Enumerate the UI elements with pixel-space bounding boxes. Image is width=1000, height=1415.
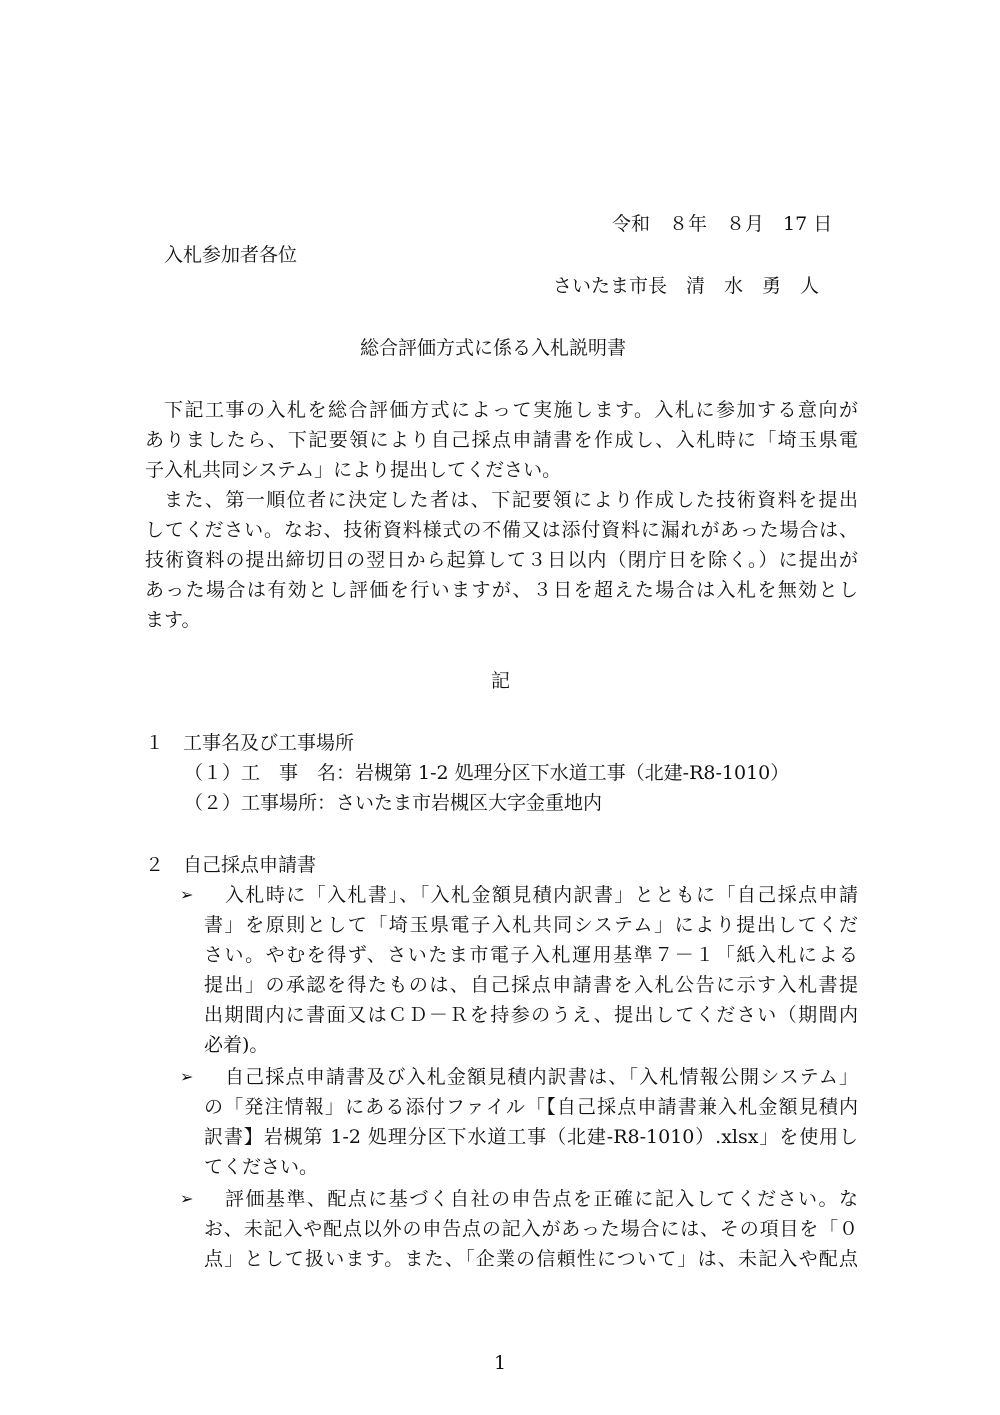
sender: さいたま市長 清 水 勇 人	[553, 275, 820, 297]
intro-p1-line-1: 下記工事の入札を総合評価方式によって実施します。入札に参加する意向が	[164, 399, 858, 421]
intro-p2-line-4: あった場合は有効とし評価を行いますが、３日を超えた場合は入札を無効とし	[145, 579, 858, 601]
bullet-2-line-2: の「発注情報」にある添付ファイル「【自己採点申請書兼入札金額見積内	[204, 1096, 858, 1118]
section-1-item-2: （２）工事場所：さいたま市岩槻区大字金重地内	[184, 792, 603, 814]
addressee: 入札参加者各位	[164, 244, 298, 266]
bullet-2-line-1: 自己採点申請書及び入札金額見積内訳書は、「入札情報公開システム」	[225, 1066, 858, 1088]
intro-p1-line-2: ありましたら、下記要領により自己採点申請書を作成し、入札時に「埼玉県電	[145, 429, 858, 451]
bullet-3-line-3: 点」として扱います。また、「企業の信頼性について」は、未記入や配点	[204, 1248, 858, 1270]
date: 令和 ８年 ８月 17 日	[612, 213, 833, 235]
bullet-2-line-4: てください。	[204, 1156, 319, 1178]
bullet-1-line-3: さい。やむを得ず、さいたま市電子入札運用基準７－１「紙入札による	[204, 944, 858, 966]
document-title: 総合評価方式に係る入札説明書	[360, 337, 627, 359]
bullet-1-line-4: 提出」の承認を得たものは、自己採点申請書を入札公告に示す入札書提	[204, 974, 858, 996]
bullet-3-line-2: お、未記入や配点以外の申告点の記入があった場合には、その項目を「０	[204, 1218, 858, 1240]
page-number: 1	[494, 1352, 507, 1374]
section-2-heading: ２ 自己採点申請書	[145, 854, 317, 876]
bullet-2-line-3: 訳書】岩槻第 1-2 処理分区下水道工事（北建-R8-1010）.xlsx」を使用し	[204, 1126, 858, 1148]
bullet-1-line-5: 出期間内に書面又はＣＤ－Ｒを持参のうえ、提出してください（期間内	[204, 1004, 858, 1026]
intro-p2-line-5: ます。	[145, 609, 201, 631]
intro-p2-line-2: してください。なお、技術資料様式の不備又は添付資料に漏れがあった場合は、	[145, 519, 858, 541]
section-1-heading: １ 工事名及び工事場所	[145, 732, 355, 754]
bullet-arrow-icon: ➢	[180, 1067, 194, 1086]
intro-p2-line-1: また、第一順位者に決定した者は、下記要領により作成した技術資料を提出	[164, 489, 858, 511]
bullet-3-line-1: 評価基準、配点に基づく自社の申告点を正確に記入してください。な	[225, 1188, 858, 1210]
bullet-1-line-2: 書」を原則として「埼玉県電子入札共同システム」により提出してくだ	[204, 914, 858, 936]
bullet-arrow-icon: ➢	[180, 1189, 194, 1208]
intro-p1-line-3: 子入札共同システム」により提出してください。	[145, 459, 562, 481]
section-1-item-1: （１）工 事 名：岩槻第 1-2 処理分区下水道工事（北建-R8-1010）	[184, 762, 790, 784]
bullet-1-line-1: 入札時に「入札書」、「入札金額見積内訳書」とともに「自己採点申請	[225, 884, 858, 906]
ki-heading: 記	[491, 670, 511, 692]
bullet-arrow-icon: ➢	[180, 885, 194, 904]
bullet-1-line-6: 必着)。	[204, 1034, 269, 1056]
intro-p2-line-3: 技術資料の提出締切日の翌日から起算して３日以内（閉庁日を除く。）に提出が	[145, 549, 858, 571]
